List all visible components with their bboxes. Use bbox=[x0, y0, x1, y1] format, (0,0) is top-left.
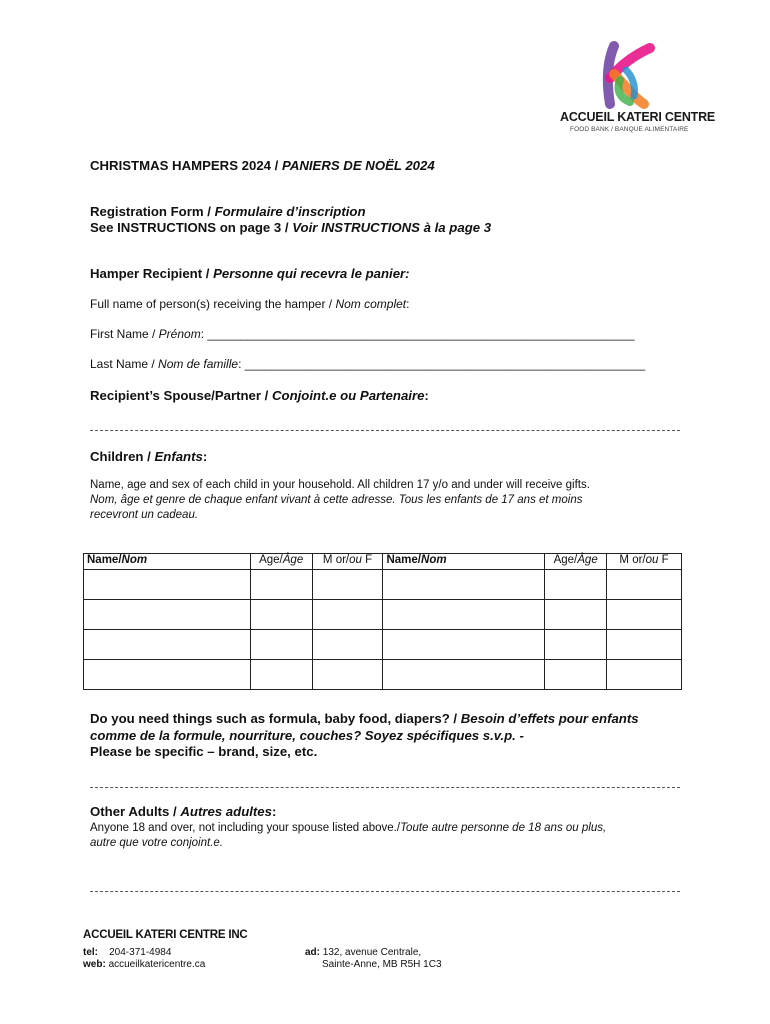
col-sex-2 bbox=[607, 554, 682, 570]
col-sex-1-en: M or/ bbox=[322, 554, 350, 566]
last-name-fr: Nom de famille bbox=[158, 357, 239, 371]
other-adults-heading bbox=[90, 804, 276, 819]
recipient-heading-en: Hamper Recipient / bbox=[90, 266, 214, 281]
first-name-en: First Name / bbox=[90, 327, 159, 341]
col-name-1 bbox=[84, 554, 251, 570]
table-cell[interactable] bbox=[312, 660, 383, 690]
first-name-field[interactable] bbox=[90, 327, 635, 341]
col-sex-1-end: F bbox=[361, 554, 373, 566]
table-cell[interactable] bbox=[383, 630, 545, 660]
spouse-heading-end: : bbox=[424, 388, 429, 403]
col-age-2-fr: Âge bbox=[577, 554, 598, 566]
table-cell[interactable] bbox=[312, 600, 383, 630]
other-adults-desc-en: Anyone 18 and over, not including your spouse listed above./ bbox=[90, 822, 401, 834]
table-cell[interactable] bbox=[545, 660, 607, 690]
footer-tel-label: tel: bbox=[83, 947, 98, 958]
table-row bbox=[84, 660, 682, 690]
table-cell[interactable] bbox=[84, 600, 251, 630]
full-name-en: Full name of person(s) receiving the hamper / bbox=[90, 297, 336, 311]
title-fr: PANIERS DE NOËL 2024 bbox=[282, 158, 435, 173]
other-adults-heading-fr: Autres adultes bbox=[180, 804, 272, 819]
first-name-fr: Prénom bbox=[158, 327, 201, 341]
needs-question-line1 bbox=[90, 711, 639, 726]
children-desc-fr-1: Nom, âge et genre de chaque enfant vivant à cette adresse. Tous les enfants de 17 ans et moins bbox=[90, 494, 583, 506]
last-name-en: Last Name / bbox=[90, 357, 159, 371]
other-adults-entry-line[interactable] bbox=[90, 891, 680, 892]
other-adults-desc-fr: Toute autre personne de 18 ans ou plus, bbox=[400, 822, 607, 834]
other-adults-heading-en: Other Adults / bbox=[90, 804, 181, 819]
footer-web bbox=[83, 959, 205, 970]
children-table-header bbox=[84, 554, 682, 570]
first-name-line: : ________________________________________________________________ bbox=[200, 327, 635, 341]
col-name-1-fr: Nom bbox=[121, 554, 148, 566]
page-title bbox=[90, 158, 435, 173]
logo-org-name: ACCUEIL KATERI CENTRE bbox=[560, 110, 716, 124]
spouse-entry-line[interactable] bbox=[90, 430, 680, 431]
children-desc-fr-2: recevront un cadeau. bbox=[90, 509, 199, 521]
last-name-line: : ____________________________________________________________ bbox=[238, 357, 646, 371]
last-name-field[interactable] bbox=[90, 357, 645, 371]
logo-subtitle: FOOD BANK / BANQUE ALIMENTAIRE bbox=[570, 126, 689, 133]
reg-en: Registration Form / bbox=[90, 204, 215, 219]
table-cell[interactable] bbox=[383, 570, 545, 600]
spouse-heading bbox=[90, 388, 429, 403]
table-cell[interactable] bbox=[84, 570, 251, 600]
table-cell[interactable] bbox=[607, 660, 682, 690]
col-name-2-en: Name/ bbox=[386, 554, 422, 566]
needs-question-line2: comme de la formule, nourriture, couches? Soyez spécifiques s.v.p. - bbox=[90, 728, 524, 743]
footer-org-name: ACCUEIL KATERI CENTRE INC bbox=[83, 929, 248, 941]
table-row bbox=[84, 630, 682, 660]
title-en: CHRISTMAS HAMPERS 2024 / bbox=[90, 158, 282, 173]
table-cell[interactable] bbox=[545, 570, 607, 600]
col-age-1 bbox=[250, 554, 312, 570]
footer-tel bbox=[83, 947, 171, 958]
col-age-1-en: Age/ bbox=[259, 554, 283, 566]
children-heading bbox=[90, 449, 207, 464]
other-adults-desc-1 bbox=[90, 822, 606, 834]
col-sex-2-end: F bbox=[658, 554, 669, 566]
footer-web-value: accueilkatericentre.ca bbox=[108, 959, 206, 970]
other-adults-heading-end: : bbox=[271, 804, 277, 819]
col-sex-1-fr: ou bbox=[349, 554, 362, 566]
col-name-2-fr: Nom bbox=[421, 554, 447, 566]
table-cell[interactable] bbox=[383, 660, 545, 690]
needs-fr: Besoin d’effets pour enfants bbox=[460, 711, 639, 726]
footer-ad-label: ad: bbox=[305, 947, 320, 958]
spouse-heading-fr: Conjoint.e ou Partenaire bbox=[272, 388, 425, 403]
children-desc-en: Name, age and sex of each child in your household. All children 17 y/o and under will receive gifts. bbox=[90, 479, 590, 491]
spouse-heading-en: Recipient’s Spouse/Partner / bbox=[90, 388, 272, 403]
footer-address-2: Sainte-Anne, MB R5H 1C3 bbox=[322, 959, 442, 970]
needs-en: Do you need things such as formula, baby food, diapers? / bbox=[90, 711, 461, 726]
table-cell[interactable] bbox=[84, 660, 251, 690]
instructions-heading bbox=[90, 220, 491, 235]
table-cell[interactable] bbox=[250, 630, 312, 660]
footer-tel-value: 204-371-4984 bbox=[109, 947, 172, 958]
registration-heading bbox=[90, 204, 366, 219]
col-age-2-en: Age/ bbox=[553, 554, 578, 566]
children-table bbox=[83, 553, 682, 690]
col-name-1-en: Name/ bbox=[87, 554, 122, 566]
org-logo bbox=[560, 40, 716, 140]
recipient-heading bbox=[90, 266, 410, 281]
needs-question-line3: Please be specific – brand, size, etc. bbox=[90, 744, 318, 759]
table-cell[interactable] bbox=[383, 600, 545, 630]
table-cell[interactable] bbox=[545, 600, 607, 630]
full-name-label bbox=[90, 297, 409, 311]
children-heading-en: Children / bbox=[90, 449, 155, 464]
table-cell[interactable] bbox=[250, 600, 312, 630]
table-cell[interactable] bbox=[312, 570, 383, 600]
footer-address-1 bbox=[305, 947, 421, 958]
footer-web-label: web: bbox=[83, 959, 106, 970]
footer-address-line1: 132, avenue Centrale, bbox=[322, 947, 422, 958]
table-cell[interactable] bbox=[545, 630, 607, 660]
col-sex-2-fr: ou bbox=[645, 554, 659, 566]
table-cell[interactable] bbox=[250, 660, 312, 690]
table-row bbox=[84, 600, 682, 630]
instr-en: See INSTRUCTIONS on page 3 / bbox=[90, 220, 293, 235]
children-heading-fr: Enfants bbox=[154, 449, 203, 464]
instr-fr: Voir INSTRUCTIONS à la page 3 bbox=[292, 220, 492, 235]
col-sex-1 bbox=[312, 554, 383, 570]
full-name-fr: Nom complet bbox=[335, 297, 407, 311]
table-cell[interactable] bbox=[84, 630, 251, 660]
reg-fr: Formulaire d’inscription bbox=[214, 204, 366, 219]
table-cell[interactable] bbox=[607, 570, 682, 600]
table-cell[interactable] bbox=[607, 600, 682, 630]
kateri-k-logo-icon bbox=[580, 40, 660, 110]
children-heading-end: : bbox=[202, 449, 208, 464]
col-sex-2-en: M or/ bbox=[619, 554, 646, 566]
col-age-2 bbox=[545, 554, 607, 570]
table-cell[interactable] bbox=[607, 630, 682, 660]
table-cell[interactable] bbox=[250, 570, 312, 600]
full-name-end: : bbox=[406, 297, 410, 311]
other-adults-desc-2: autre que votre conjoint.e. bbox=[90, 837, 223, 849]
recipient-heading-fr: Personne qui recevra le panier: bbox=[213, 266, 410, 281]
table-row bbox=[84, 570, 682, 600]
table-cell[interactable] bbox=[312, 630, 383, 660]
col-age-1-fr: Âge bbox=[282, 554, 304, 566]
col-name-2 bbox=[383, 554, 545, 570]
needs-entry-line[interactable] bbox=[90, 787, 680, 788]
